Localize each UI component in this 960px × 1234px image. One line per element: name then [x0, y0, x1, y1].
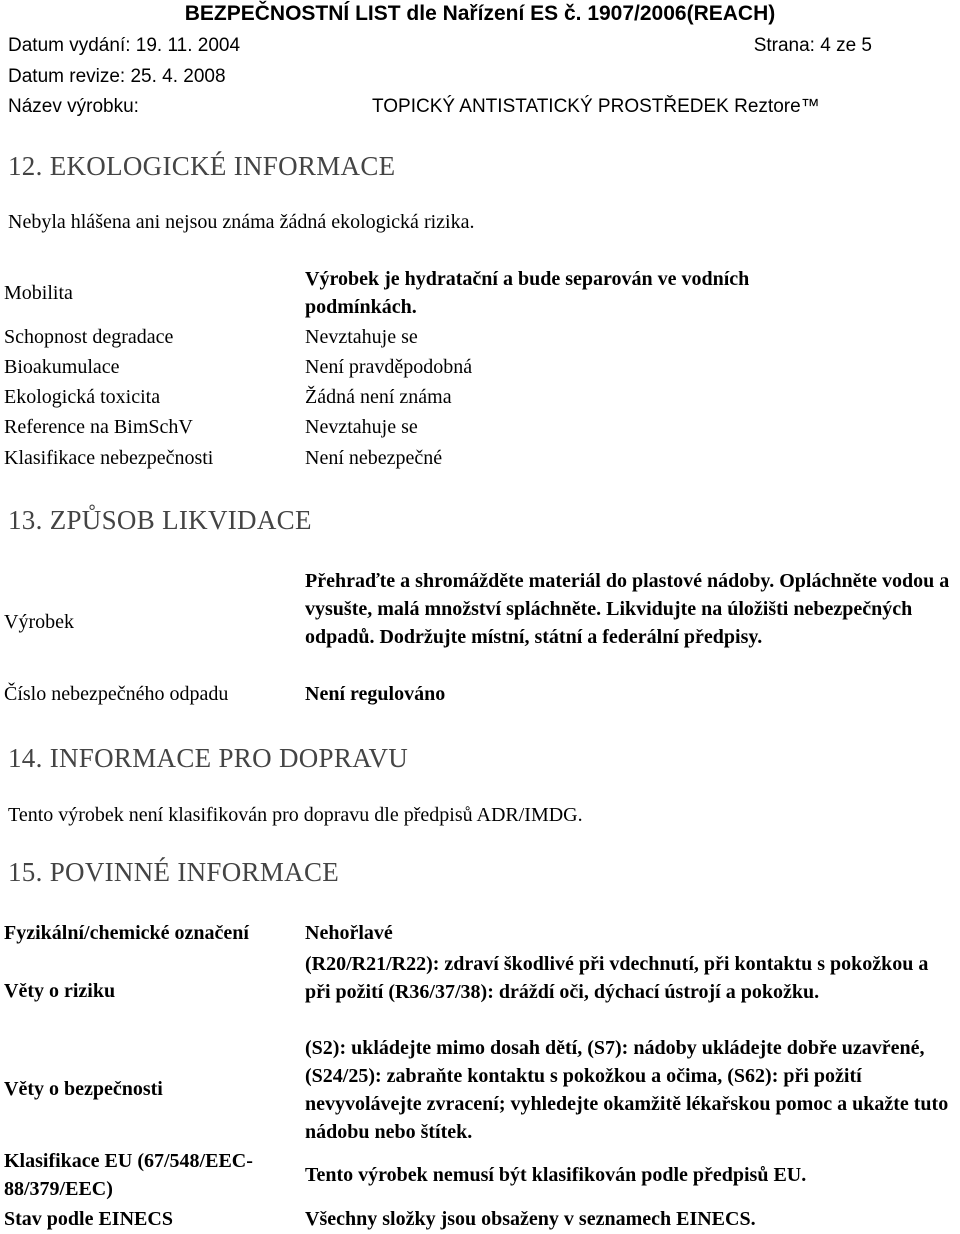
row-label-degradation: Schopnost degradace — [4, 326, 174, 348]
page-number: Strana: 4 ze 5 — [753, 35, 872, 56]
row-value-bioaccumulation: Není pravděpodobná — [305, 356, 473, 378]
row-value-degradation: Nevztahuje se — [305, 326, 418, 348]
section-12-intro: Nebyla hlášena ani nejsou známa žádná ekologická rizika. — [8, 211, 475, 233]
row-value-risk-phrases: (R20/R21/R22): zdraví škodlivé při vdechnutí, při kontaktu s pokožkou a při požití (R36/37/38): dráždí oči, dýchací ústrojí a pokožku. — [305, 953, 929, 1003]
document-title: BEZPEČNOSTNÍ LIST dle Nařízení ES č. 1907/2006(REACH) — [184, 2, 776, 25]
row-label-physchem: Fyzikální/chemické označení — [4, 922, 249, 944]
row-label-waste-number: Číslo nebezpečného odpadu — [4, 683, 229, 705]
row-label-bimschv: Reference na BimSchV — [4, 416, 193, 438]
row-label-einecs: Stav podle EINECS — [4, 1208, 173, 1230]
row-label-ecotoxicity: Ekologická toxicita — [4, 386, 161, 408]
revision-date: Datum revize: 25. 4. 2008 — [8, 66, 226, 87]
row-value-eu-classification: Tento výrobek nemusí být klasifikován podle předpisů EU. — [305, 1164, 807, 1186]
section-13-title: 13. ZPŮSOB LIKVIDACE — [8, 505, 312, 535]
row-value-ecotoxicity: Žádná není známa — [305, 386, 452, 408]
section-12-title: 12. EKOLOGICKÉ INFORMACE — [8, 151, 396, 181]
row-value-hazard-class: Není nebezpečné — [305, 447, 443, 469]
section-15-title: 15. POVINNÉ INFORMACE — [8, 857, 340, 887]
row-value-bimschv: Nevztahuje se — [305, 416, 418, 438]
row-value-einecs: Všechny složky jsou obsaženy v seznamech EINECS. — [305, 1208, 756, 1230]
row-value-product: Přehraďte a shromážděte materiál do plastové nádoby. Opláchněte vodou a vysušte, malá množství spláchněte. Likvidujte na úložišti nebezpečných odpadů. Dodržujte místní, státní a federální předpisy. — [305, 570, 950, 648]
row-label-hazard-class: Klasifikace nebezpečnosti — [4, 447, 214, 469]
product-label: Název výrobku: — [8, 96, 139, 117]
row-label-bioaccumulation: Bioakumulace — [4, 356, 120, 378]
row-label-product: Výrobek — [4, 611, 74, 633]
row-label-risk-phrases: Věty o riziku — [4, 980, 116, 1002]
row-value-waste-number: Není regulováno — [305, 683, 446, 705]
row-label-eu-classification: Klasifikace EU (67/548/EEC-88/379/EEC) — [4, 1150, 253, 1200]
row-value-physchem: Nehořlavé — [305, 922, 393, 944]
section-14-title: 14. INFORMACE PRO DOPRAVU — [8, 743, 409, 773]
issue-date: Datum vydání: 19. 11. 2004 — [8, 35, 241, 56]
row-value-mobility: Výrobek je hydratační a bude separován ve vodních podmínkách. — [305, 268, 750, 318]
row-label-safety-phrases: Věty o bezpečnosti — [4, 1078, 163, 1100]
section-14-text: Tento výrobek není klasifikován pro dopravu dle předpisů ADR/IMDG. — [8, 804, 583, 826]
product-name: TOPICKÝ ANTISTATICKÝ PROSTŘEDEK Reztore™ — [372, 96, 820, 117]
row-value-safety-phrases: (S2): ukládejte mimo dosah dětí, (S7): nádoby ukládejte dobře uzavřené, (S24/25): zabraňte kontaktu s pokožkou a očima, (S62): při požití nevyvolávejte zvracení; vyhledejte okamžitě lékařskou pomoc a ukažte tuto nádobu nebo štítek. — [305, 1037, 949, 1143]
row-label-mobility: Mobilita — [4, 282, 73, 304]
